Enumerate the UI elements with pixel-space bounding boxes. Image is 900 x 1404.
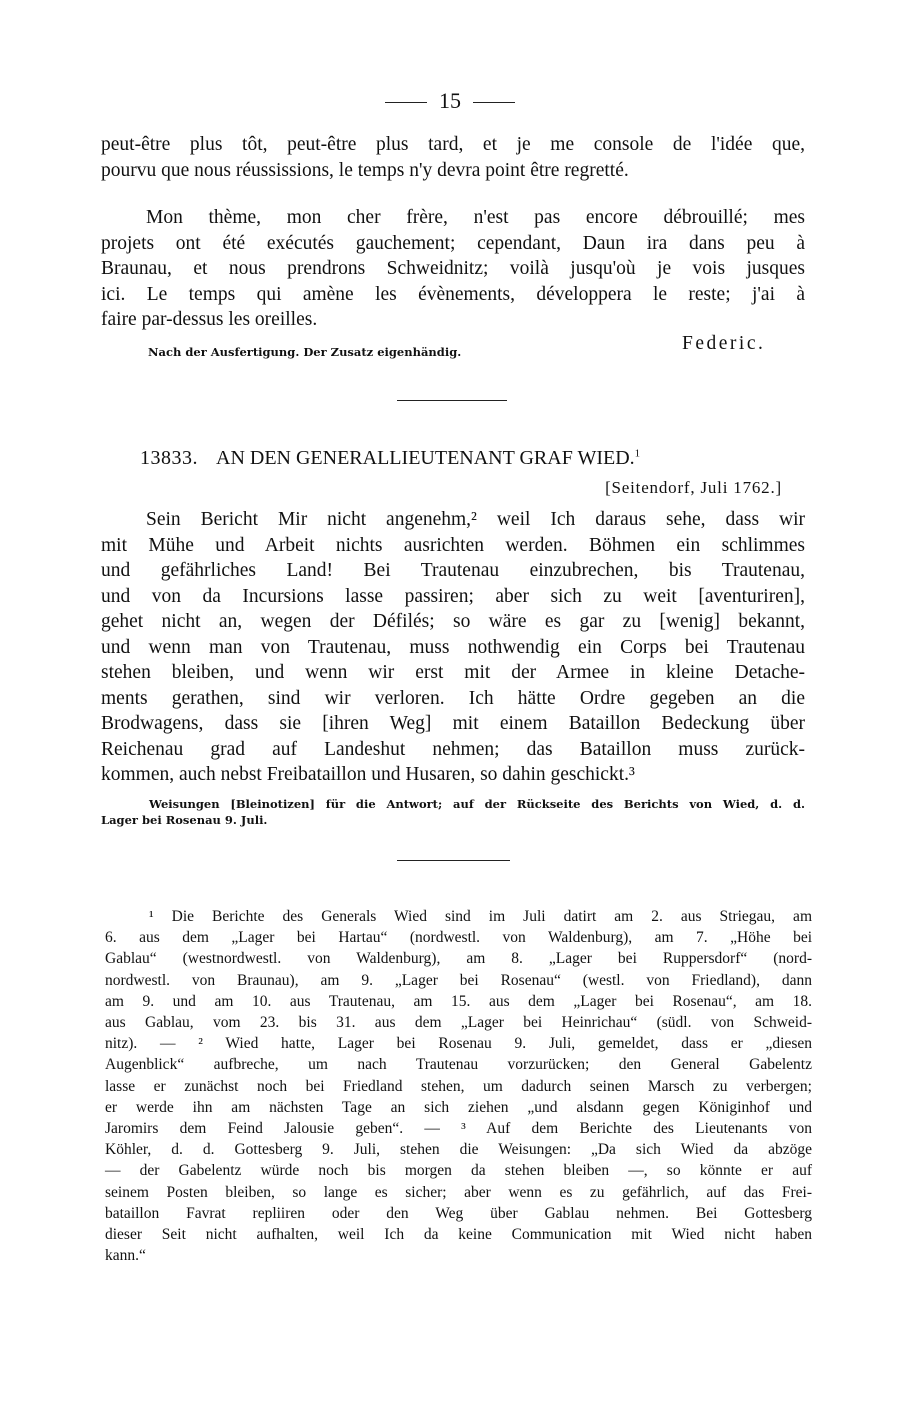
text-line: projets ont été exécutés gauchement; cependant, Daun ira dans peu à (101, 232, 805, 254)
weisung-note (101, 796, 805, 828)
footnote-line: lasse er zunächst noch bei Friedland stehen, um dadurch seinen Marsch zu verbergen; (105, 1077, 812, 1095)
text-line: und von da Incursions lasse passiren; aber sich zu weit [aventuriren], (101, 585, 805, 607)
letter-number: 13833. (140, 447, 198, 469)
footnote-line: Augenblick“ aufbreche, um nach Trautenau vorzurücken; den General Gabelentz (105, 1056, 812, 1074)
footnote-divider (397, 860, 510, 861)
text-line: und wenn man von Trautenau, muss nothwendig ein Corps bei Trautenau (101, 636, 805, 658)
text-line: Reichenau grad auf Landeshut nehmen; das Bataillon muss zurück- (101, 738, 805, 760)
text-line: faire par-dessus les oreilles. (101, 309, 318, 330)
page-number: 15 (439, 88, 461, 113)
text-line: Mon thème, mon cher frère, n'est pas encore débrouillé; mes (146, 207, 805, 228)
letter-dateline: [Seitendorf, Juli 1762.] (605, 478, 782, 497)
text-line: stehen bleiben, und wenn wir erst mit der Armee in kleine Detache- (101, 662, 805, 683)
footnote-line: kann.“ (105, 1247, 146, 1265)
text-line: gehet nicht an, wegen der Défilés; so wäre es gar zu [wenig] bekannt, (101, 611, 805, 632)
text-line: ments gerathen, sind wir verloren. Ich hätte Ordre gegeben an die (101, 687, 805, 709)
footnote-line: Köhler, d. d. Gottesberg 9. Juli, stehen die Weisungen: „Da sich Wied da abzöge (105, 1141, 812, 1159)
footnote-line: Jaromirs dem Feind Jalousie geben“. — ³ Auf dem Berichte des Lieutenants von (105, 1120, 812, 1138)
text-line: Braunau, et nous prendrons Schweidnitz; voilà jusqu'où je vois jusques (101, 258, 805, 279)
footnote-mark: 1 (634, 447, 641, 460)
text-line: mit Mühe und Arbeit nichts ausrichten werden. Böhmen ein schlimmes (101, 534, 805, 556)
footnote-line: nitz). — ² Wied hatte, Lager bei Rosenau 9. Juli, gemeldet, dass er „diesen (105, 1035, 812, 1053)
footnote-line: nordwestl. von Braunau), am 9. „Lager bei Rosenau“ (westl. von Friedland), dann (105, 971, 812, 989)
text-line: kommen, auch nebst Freibataillon und Husaren, so dahin geschickt.³ (101, 764, 635, 785)
letter-title: AN DEN GENERALLIEUTENANT GRAF WIED. (216, 447, 635, 469)
section-divider (397, 400, 507, 401)
footnotes (105, 906, 812, 1266)
paragraph-2 (101, 205, 805, 333)
text-line: Weisungen [Bleinotizen] für die Antwort; auf der Rückseite des Berichts von Wied, d. d. (149, 797, 805, 811)
header-rule-right (473, 102, 515, 103)
text-line: ici. Le temps qui amène les évènements, développera le reste; j'ai à (101, 283, 805, 305)
page-header (0, 88, 900, 114)
text-line: und gefährliches Land! Bei Trautenau einzubrechen, bis Trautenau, (101, 560, 805, 581)
paragraph-1 (101, 132, 805, 183)
footnote-line: am 9. und am 10. aus Trautenau, am 15. aus dem „Lager bei Rosenau“, am 18. (105, 992, 812, 1010)
footnote-line: dieser Seit nicht aufhalten, weil Ich da keine Communication mit Wied nicht haben (105, 1226, 812, 1244)
text-line: peut-être plus tôt, peut-être plus tard, et je me console de l'idée que, (101, 134, 805, 155)
footnote-line: seinem Posten bleiben, so lange es sicher; aber wenn es zu gefährlich, auf das Frei- (105, 1183, 812, 1201)
signature: Federic. (682, 333, 766, 354)
letter-heading (140, 447, 800, 470)
source-note: Nach der Ausfertigung. Der Zusatz eigenhändig. (148, 345, 462, 359)
text-line: Brodwagens, dass sie [ihren Weg] mit einem Bataillon Bedeckung über (101, 713, 805, 734)
text-line: Lager bei Rosenau 9. Juli. (101, 813, 268, 827)
footnote-line: aus Gablau, vom 23. bis 31. aus dem „Lager bei Heinrichau“ (südl. von Schweid- (105, 1014, 812, 1032)
footnote-line: — der Gabelentz würde noch bis morgen da stehen bleiben —, so könnte er auf (105, 1162, 812, 1180)
text-line: pourvu que nous réussissions, le temps n'y devra point être regretté. (101, 159, 629, 181)
footnote-line: 6. aus dem „Lager bei Hartau“ (nordwestl. von Waldenburg), am 7. „Höhe bei (105, 929, 812, 947)
footnote-line: er werde ihn am nächsten Tage an sich ziehen „und alsdann gegen Königinhof und (105, 1098, 812, 1116)
text-line: Sein Bericht Mir nicht angenehm,² weil Ich daraus sehe, dass wir (146, 509, 805, 530)
footnote-line: bataillon Favrat repliiren oder den Weg über Gablau nehmen. Bei Gottesberg (105, 1204, 812, 1222)
header-rule-left (385, 102, 427, 103)
footnote-line: Gablau“ (westnordwestl. von Waldenburg), am 8. „Lager bei Ruppersdorf“ (nord- (105, 950, 812, 968)
footnote-line: ¹ Die Berichte des Generals Wied sind im Juli datirt am 2. aus Striegau, am (149, 908, 812, 925)
letter-body (101, 507, 805, 788)
